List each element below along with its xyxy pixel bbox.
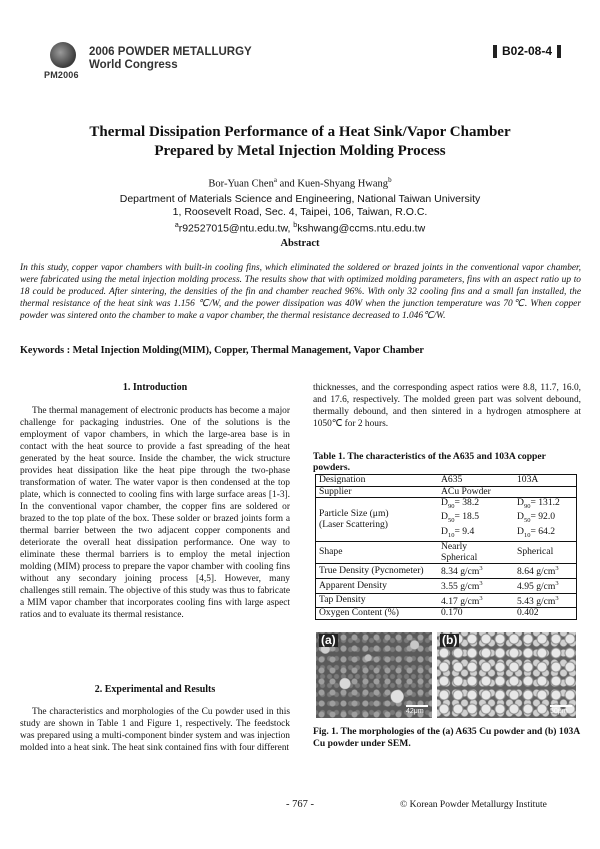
table-cell: Apparent Density	[316, 578, 439, 593]
table-cell	[438, 498, 514, 542]
table-cell: Oxygen Content (%)	[316, 608, 439, 620]
table-row	[316, 578, 577, 593]
sem-image-a635	[316, 632, 432, 718]
table-cell: True Density (Pycnometer)	[316, 564, 439, 579]
authors	[40, 176, 560, 190]
table-cell-line: $D_{90}= 131.2$	[517, 497, 560, 510]
table-cell: Shape	[316, 542, 439, 564]
affiliation-address: 1, Roosevelt Road, Sec. 4, Taipei, 106, Taiwan, R.O.C.	[172, 206, 428, 218]
table-cell-line: $D_{90}= 38.2$	[441, 497, 480, 510]
figure-label-b: (b)	[442, 633, 458, 647]
table-cell-line: $D_{10}= 64.2$	[517, 525, 556, 539]
table-cell	[438, 542, 514, 564]
table-cell-line: Particle Size (μm)	[319, 508, 389, 520]
figure-label-a: (a)	[321, 633, 336, 647]
table-cell: 5.43 $g/cm^3$	[514, 593, 577, 608]
author-conjunction: and	[276, 178, 298, 190]
table-cell-line: $D_{10}= 9.4$	[441, 525, 475, 539]
table-cell: 3.55 $g/cm^3$	[438, 578, 514, 593]
author-name: Kuen-Shyang Hwang	[297, 178, 389, 190]
author-superscript: b	[388, 176, 392, 184]
author-superscript: a	[273, 176, 277, 184]
introduction-paragraph: The thermal management of electronic products has become a major challenge for packaging industries. One of the solutions is the employment of vapor chambers, in which the large-area base is in contact with the heat source to provide a fast spreading of the heat generated by the heat source. Inside the chamber, the wick structure provides heat dissipation like the heat pipe through the two-phase transformation of water. The water vapor is then condensed at the top plate, which is connected to cooling fins with large surface areas [1-3]. In the conventional vapor chamber, the copper fins are soldered or brazed to the top plate of the box. These solder or brazed joints form a thermal barrier between the two adjacent copper components and deteriorate the overall heat dissipation performance. One way to eliminate these thermal barriers is to employ the metal injection molding (MIM) process to prepare the vapor chamber with cooling fins without any secondary joining process [4,5]. However, many challenges still remain. The objective of this study was thus to fabricate a MIM vapor chamber that incorporates cooling fins with large aspect ratios and to evaluate its thermal resistance.	[20, 406, 290, 620]
author-emails	[40, 219, 560, 236]
conference-logo-text: PM2006	[44, 70, 79, 80]
conference-name: 2006 POWDER METALLURGY	[89, 46, 252, 58]
table-cell-line: (Laser Scattering)	[319, 518, 388, 530]
table-cell: 8.34 $g/cm^3$	[438, 564, 514, 579]
email-link[interactable]: kshwang@ccms.ntu.edu.tw	[297, 222, 426, 235]
table-row	[316, 542, 577, 564]
powder-characteristics-table	[315, 474, 577, 620]
table-cell-line: Nearly	[441, 541, 468, 553]
table-cell-line: $D_{50}= 18.5$	[441, 511, 480, 525]
email-superscript: b	[293, 222, 298, 229]
sem-image-103a	[437, 632, 576, 718]
paper-title-line1: Thermal Dissipation Performance of a Heat Sink/Vapor Chamber	[89, 124, 511, 140]
table-row	[316, 498, 577, 542]
conference-subtitle: World Congress	[89, 59, 178, 71]
experimental-paragraph-continued: thicknesses, and the corresponding aspect ratios were 8.8, 11.7, 16.0, and 17.6, respectively. The molded green part was solvent debound, thermally debound, and then sintered in a hydrogen atmosphere at 1050℃ for 2 hours.	[313, 383, 581, 429]
table-cell: Spherical	[514, 542, 577, 564]
table-cell: 8.64 $g/cm^3$	[514, 564, 577, 579]
table-cell-line: $D_{50}= 92.0$	[517, 511, 556, 525]
section-heading-experimental: 2. Experimental and Results	[94, 684, 216, 695]
table-cell: ACu Powder	[438, 486, 577, 498]
experimental-paragraph: The characteristics and morphologies of the Cu powder used in this study are shown in Table 1 and Figure 1, respectively. The feedstock was prepared using a multi-component binder system and was injection molded into a heat sink. The heat sink contained fins with four different	[20, 707, 290, 753]
paper-title-line2: Prepared by Metal Injection Molding Process	[154, 143, 446, 159]
table-row	[316, 486, 577, 498]
section-heading-introduction: 1. Introduction	[122, 382, 188, 393]
keywords: Keywords : Metal Injection Molding(MIM), Copper, Thermal Management, Vapor Chamber	[20, 345, 424, 356]
table-cell: 4.95 $g/cm^3$	[514, 578, 577, 593]
email-superscript: a	[174, 222, 179, 229]
table-cell: 0.170	[438, 608, 514, 620]
table-cell: 0.402	[514, 608, 577, 620]
conference-logo	[50, 42, 76, 68]
table-row	[316, 564, 577, 579]
affiliation-department: Department of Materials Science and Engineering, National Taiwan University	[119, 193, 481, 205]
email-link[interactable]: r92527015@ntu.edu.tw,	[178, 222, 294, 235]
table-cell	[316, 498, 439, 542]
table-row	[316, 475, 577, 487]
table-cell: Designation	[316, 475, 439, 487]
table-cell: 4.17 $g/cm^3$	[438, 593, 514, 608]
table-row	[316, 593, 577, 608]
copyright-notice: © Korean Powder Metallurgy Institute	[400, 800, 547, 810]
table-row	[316, 608, 577, 620]
table-cell: 103A	[514, 475, 577, 487]
page-number: - 767 -	[286, 799, 314, 810]
author-name: Bor-Yuan Chen	[208, 178, 274, 190]
figure-caption: Fig. 1. The morphologies of the (a) A635 Cu powder and (b) 103A Cu powder under SEM.	[313, 726, 580, 749]
abstract-heading: Abstract	[280, 238, 320, 249]
table-cell	[514, 498, 577, 542]
table-caption: Table 1. The characteristics of the A635 and 103A copper powders.	[313, 451, 546, 473]
table-cell: Supplier	[316, 486, 439, 498]
table-cell: Tap Density	[316, 593, 439, 608]
scale-bar-b: 50μm	[550, 705, 572, 715]
table-cell: A635	[438, 475, 514, 487]
abstract-body: In this study, copper vapor chambers with built-in cooling fins, which eliminated the soldered or brazed joints in the conventional vapor chamber, were fabricated using the metal injection molding process. The results show that with optimized molding parameters, fins with an aspect ratio up to 18 could be produced. After sintering, the densities of the fin and chamber reached 96%. With only 32 cooling fins and a small fan installed, the thermal resistance of the heat sink was 1.156 ℃/W, and the power dissipation was 40W when the junction temperature was 70℃. When copper powder was sintered onto the chamber to make a vapor chamber, the thermal resistance decreased to 1.046℃/W.	[20, 263, 581, 321]
paper-code: B02-08-4	[493, 45, 561, 58]
scale-bar-a: 42μm	[406, 705, 428, 715]
table-cell-line: Spherical	[441, 551, 478, 563]
